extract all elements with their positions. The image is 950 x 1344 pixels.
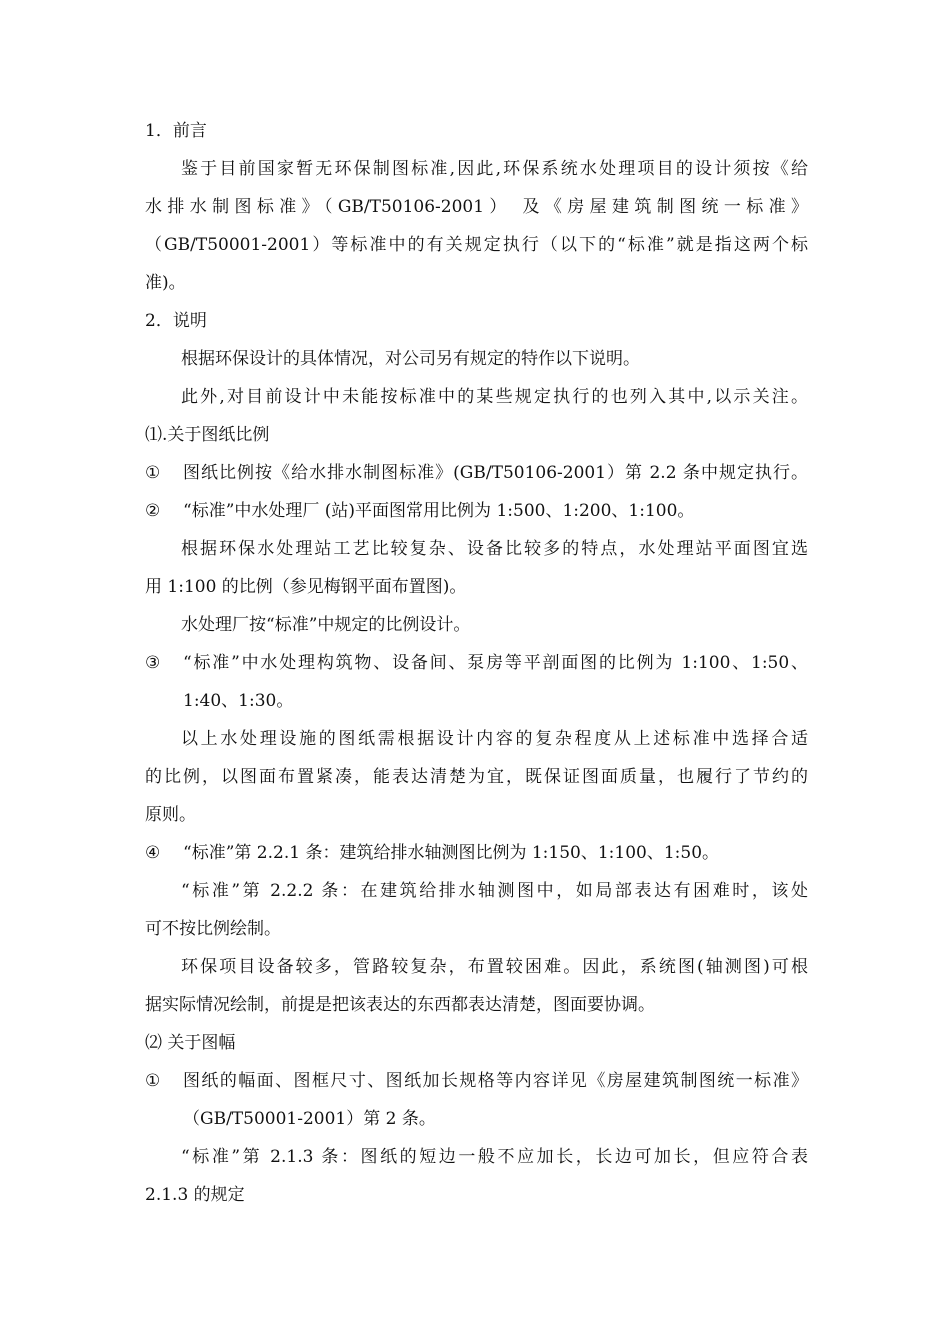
list-item-text: 图纸比例按《给水排水制图标准》(GB/T50106-2001）第 2.2 条中规定执行。 xyxy=(183,463,808,483)
paragraph-line: 根据环保设计的具体情况，对公司另有规定的特作以下说明。 xyxy=(181,349,640,369)
paragraph-line: 环保项目设备较多，管路较复杂，布置较困难。因此，系统图(轴测图)可根 xyxy=(181,957,808,977)
paragraph-line: 此外,对目前设计中未能按标准中的某些规定执行的也列入其中,以示关注。 xyxy=(181,387,808,407)
list-marker: ③ xyxy=(145,653,161,673)
section-heading-preface: 1．前言 xyxy=(145,121,207,141)
paragraph-line: （GB/T50001-2001）等标准中的有关规定执行（以下的“标准”就是指这两个标 xyxy=(145,235,808,255)
paragraph-line: 水处理厂按“标准”中规定的比例设计。 xyxy=(181,615,471,635)
paragraph-line: 用 1:100 的比例（参见梅钢平面布置图)。 xyxy=(145,577,467,597)
list-item-text: 1:40、1:30。 xyxy=(183,691,294,711)
list-marker: ② xyxy=(145,501,161,521)
paragraph-line: 2.1.3 的规定 xyxy=(145,1185,245,1205)
paragraph-line: 鉴于目前国家暂无环保制图标准,因此,环保系统水处理项目的设计须按《给 xyxy=(181,159,808,179)
list-item-text: 图纸的幅面、图框尺寸、图纸加长规格等内容详见《房屋建筑制图统一标准》 xyxy=(183,1071,808,1091)
paragraph-line: 以上水处理设施的图纸需根据设计内容的复杂程度从上述标准中选择合适 xyxy=(181,729,808,749)
paragraph-line: 的比例，以图面布置紧凑，能表达清楚为宜，既保证图面质量，也履行了节约的 xyxy=(145,767,808,787)
subsection-heading-size: ⑵ 关于图幅 xyxy=(145,1033,236,1053)
list-item-text: （GB/T50001-2001）第 2 条。 xyxy=(183,1109,436,1129)
paragraph-line: “标准”第 2.2.2 条：在建筑给排水轴测图中，如局部表达有困难时，该处 xyxy=(181,881,808,901)
list-item-text: “标准”中水处理构筑物、设备间、泵房等平剖面图的比例为 1:100、1:50、 xyxy=(183,653,808,673)
list-item-text: “标准”第 2.2.1 条：建筑给排水轴测图比例为 1:150、1:100、1:50。 xyxy=(183,843,720,863)
section-heading-explain: 2．说明 xyxy=(145,311,207,331)
paragraph-line: “标准”第 2.1.3 条：图纸的短边一般不应加长，长边可加长，但应符合表 xyxy=(181,1147,808,1167)
list-marker: ① xyxy=(145,1071,161,1091)
list-marker: ① xyxy=(145,463,161,483)
list-item-text: “标准”中水处理厂 (站)平面图常用比例为 1:500、1:200、1:100。 xyxy=(183,501,695,521)
paragraph-line: 根据环保水处理站工艺比较复杂、设备比较多的特点，水处理站平面图宜选 xyxy=(181,539,808,559)
paragraph-line: 据实际情况绘制，前提是把该表达的东西都表达清楚，图面要协调。 xyxy=(145,995,655,1015)
paragraph-line: 水排水制图标准》（GB/T50106-2001） 及《房屋建筑制图统一标准》 xyxy=(145,197,808,217)
paragraph-line: 原则。 xyxy=(145,805,196,825)
list-marker: ④ xyxy=(145,843,161,863)
subsection-heading-scale: ⑴.关于图纸比例 xyxy=(145,425,270,445)
paragraph-line: 可不按比例绘制。 xyxy=(145,919,281,939)
paragraph-line: 准)。 xyxy=(145,273,186,293)
